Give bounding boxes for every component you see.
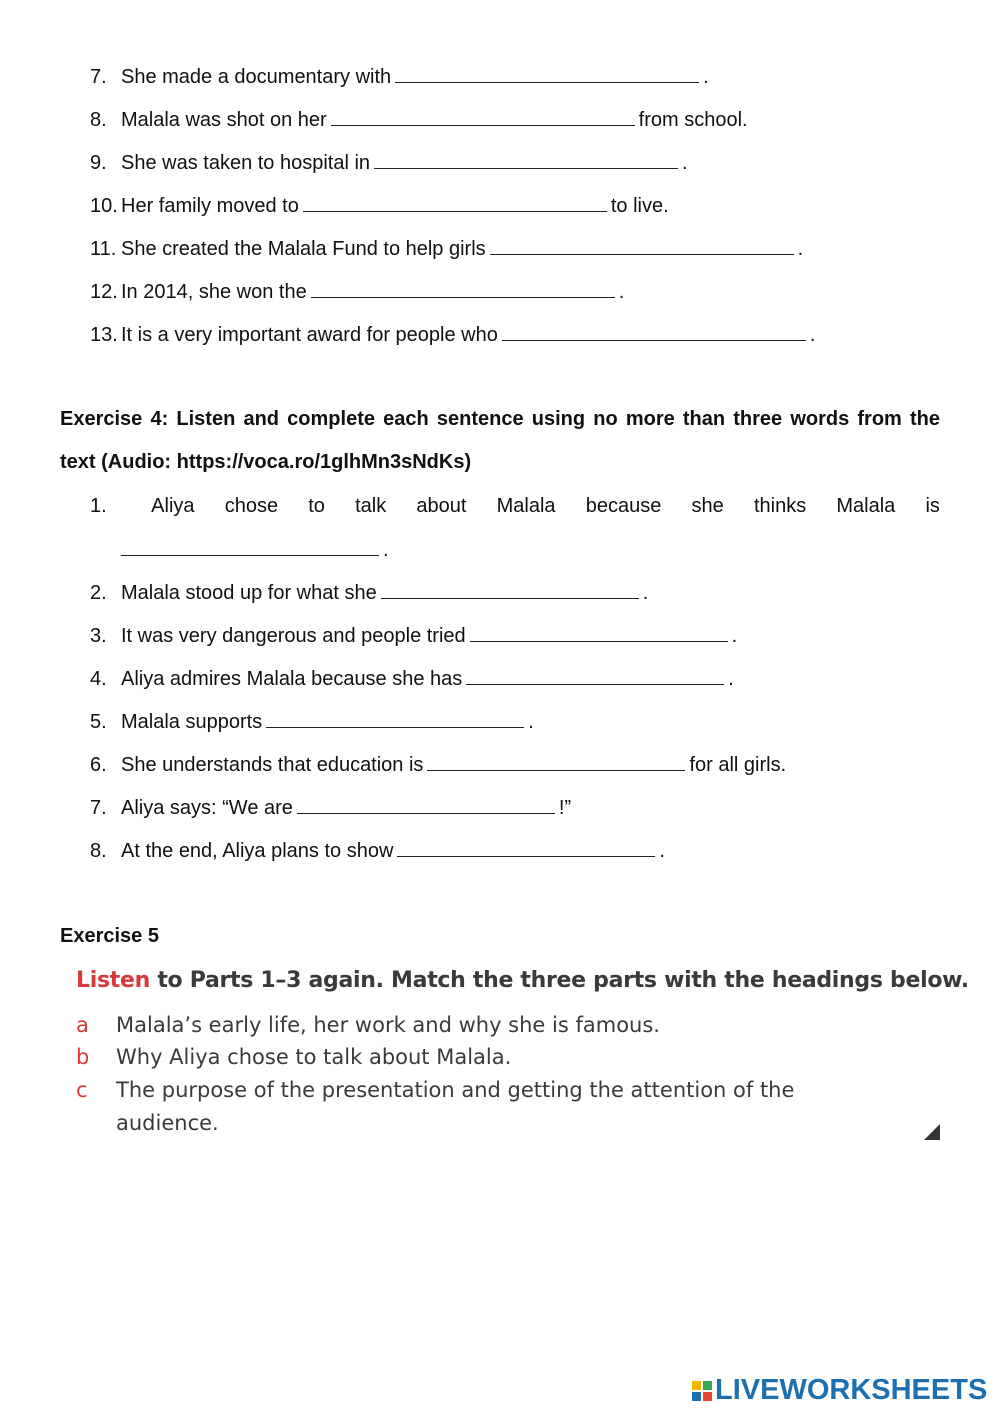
- item-number: 6.: [90, 754, 107, 776]
- item-text-after: .: [659, 840, 665, 862]
- liveworksheets-logo: [692, 1374, 987, 1407]
- item-text: She made a documentary with: [121, 66, 392, 88]
- item-text-after: .: [731, 625, 738, 647]
- item-word: Aliya: [151, 495, 195, 517]
- corner-triangle-icon: [924, 1124, 940, 1140]
- item-number: 3.: [90, 625, 107, 647]
- item-number: 4.: [90, 668, 107, 690]
- instruction-text: to Parts 1–3 again. Match the three parts with the headings below.: [149, 968, 969, 993]
- item-number: 7.: [90, 797, 107, 819]
- answer-blank[interactable]: [381, 580, 639, 599]
- item-word: to: [308, 495, 325, 517]
- item-text: Aliya says: “We are: [121, 797, 293, 819]
- answer-blank[interactable]: [395, 64, 699, 83]
- item-text-after: from school.: [638, 109, 748, 131]
- item-word: about: [416, 495, 467, 517]
- ex4-item-6: [90, 752, 786, 777]
- ex4-item-7: [90, 795, 571, 820]
- logo-text: LIVEWORKSHEETS: [715, 1374, 988, 1406]
- item-text: In 2014, she won the: [121, 281, 307, 303]
- answer-blank[interactable]: [121, 537, 379, 556]
- item-number: 9.: [90, 152, 107, 174]
- item-text-after: .: [682, 152, 688, 174]
- answer-blank[interactable]: [303, 193, 607, 212]
- answer-blank[interactable]: [266, 709, 524, 728]
- ex3-item-12: [90, 279, 624, 304]
- item-text-after: .: [618, 281, 625, 303]
- item-word: is: [925, 495, 940, 517]
- logo-square: [703, 1381, 712, 1390]
- option-text: The purpose of the presentation and getting the attention of the audience.: [116, 1078, 795, 1135]
- answer-blank[interactable]: [502, 322, 806, 341]
- item-word: Malala: [836, 495, 896, 517]
- answer-blank[interactable]: [311, 279, 615, 298]
- ex3-item-9: [90, 150, 688, 175]
- ex3-item-13: [90, 322, 815, 347]
- item-text-after: .: [528, 711, 534, 733]
- ex4-item-3: [90, 623, 737, 648]
- ex3-item-7: [90, 64, 709, 89]
- item-number: 7.: [90, 66, 107, 88]
- item-number: 2.: [90, 582, 107, 604]
- item-text-after: for all girls.: [689, 754, 787, 776]
- exercise-5-instruction: [76, 968, 969, 993]
- item-word: chose: [224, 495, 279, 517]
- item-text: She understands that education is: [121, 754, 424, 776]
- answer-blank[interactable]: [427, 752, 685, 771]
- item-text: Her family moved to: [121, 195, 299, 217]
- ex4-item-2: [90, 580, 648, 605]
- item-number: 10.: [90, 195, 118, 217]
- item-text-after: .: [703, 66, 709, 88]
- ex4-item-1-continued: [117, 537, 389, 562]
- exercise-5-title: Exercise 5: [60, 925, 159, 947]
- ex4-item-4: [90, 666, 734, 691]
- item-number: 8.: [90, 109, 107, 131]
- item-number: 11.: [90, 238, 117, 260]
- option-letter: a: [76, 1013, 89, 1037]
- item-text-after: .: [383, 539, 389, 561]
- answer-blank[interactable]: [397, 838, 655, 857]
- item-word: talk: [355, 495, 387, 517]
- item-number: 13.: [90, 324, 118, 346]
- logo-square: [703, 1392, 712, 1401]
- ex4-item-8: [90, 838, 665, 863]
- item-text-after: !”: [558, 797, 572, 819]
- item-text: It is a very important award for people who: [121, 324, 498, 346]
- item-text-after: .: [728, 668, 734, 690]
- item-text: It was very dangerous and people tried: [121, 625, 466, 647]
- answer-blank[interactable]: [490, 236, 794, 255]
- item-word: she: [691, 495, 724, 517]
- ex3-item-10: [90, 193, 669, 218]
- item-word: thinks: [753, 495, 807, 517]
- item-text: She was taken to hospital in: [121, 152, 371, 174]
- item-text-after: .: [642, 582, 649, 604]
- item-number: 1.: [90, 495, 107, 517]
- item-text: Aliya admires Malala because she has: [121, 668, 463, 690]
- answer-blank[interactable]: [470, 623, 728, 642]
- logo-square: [692, 1381, 701, 1390]
- item-text: Malala was shot on her: [121, 109, 327, 131]
- instruction-highlight: Listen: [76, 968, 150, 993]
- ex3-item-8: [90, 107, 748, 132]
- item-text: She created the Malala Fund to help girls: [121, 238, 486, 260]
- option-text: Why Aliya chose to talk about Malala.: [116, 1045, 512, 1069]
- option-c: [76, 1074, 816, 1140]
- option-letter: c: [76, 1078, 88, 1102]
- item-number: 5.: [90, 711, 107, 733]
- logo-mark-icon: [692, 1381, 712, 1401]
- exercise-4-heading: Exercise 4: Listen and complete each sentence using no more than three words from the text (Audio: https://voca.ro/1glhMn3sNdKs): [60, 408, 940, 473]
- ex4-item-1: [90, 494, 940, 518]
- item-text: Malala supports: [121, 711, 263, 733]
- answer-blank[interactable]: [297, 795, 555, 814]
- item-number: 12.: [90, 281, 118, 303]
- item-word: Malala: [496, 495, 556, 517]
- ex4-item-5: [90, 709, 534, 734]
- option-a: [76, 1009, 836, 1042]
- item-text: At the end, Aliya plans to show: [121, 840, 394, 862]
- item-text-after: to live.: [610, 195, 669, 217]
- item-text: Malala stood up for what she: [121, 582, 377, 604]
- answer-blank[interactable]: [466, 666, 724, 685]
- option-letter: b: [76, 1045, 90, 1069]
- ex3-item-11: [90, 236, 803, 261]
- item-text-after: .: [809, 324, 816, 346]
- item-text-after: .: [797, 238, 804, 260]
- option-text: Malala’s early life, her work and why she is famous.: [116, 1013, 660, 1037]
- option-b: [76, 1041, 836, 1074]
- logo-square: [692, 1392, 701, 1401]
- item-number: 8.: [90, 840, 107, 862]
- item-word: because: [585, 495, 662, 517]
- answer-blank[interactable]: [374, 150, 678, 169]
- answer-blank[interactable]: [331, 107, 635, 126]
